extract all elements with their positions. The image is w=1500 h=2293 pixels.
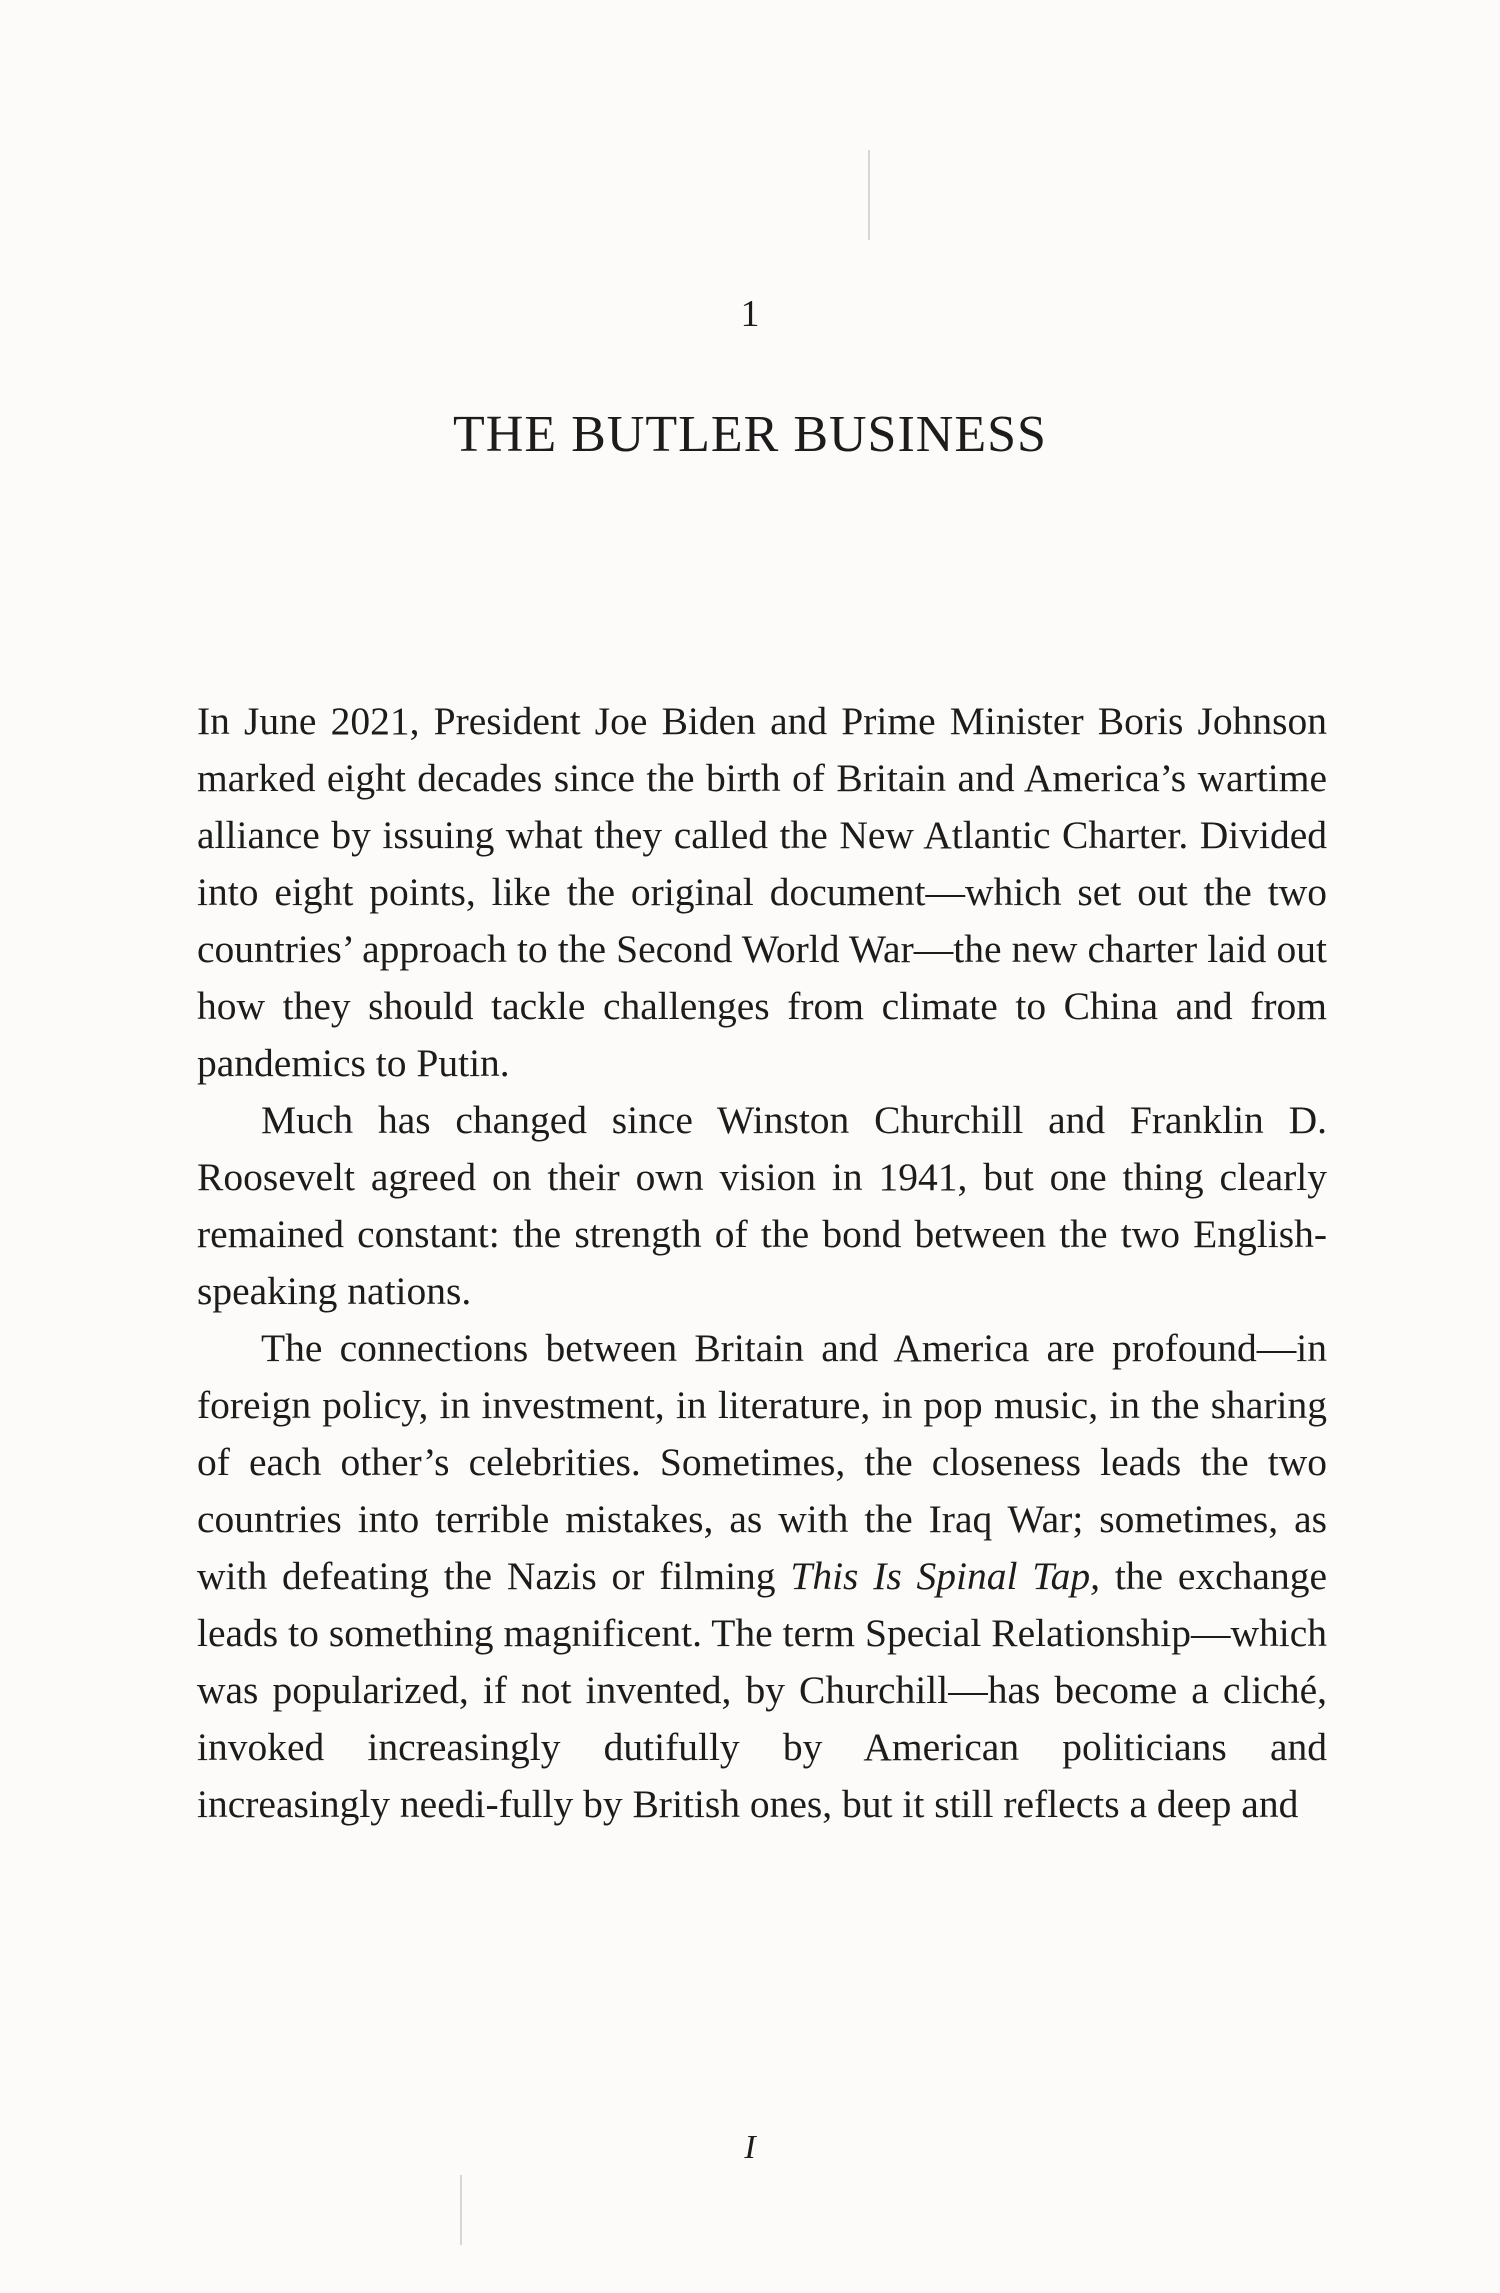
chapter-number: 1 [740,293,760,335]
paragraph-3-text-after: the exchange leads to something magnificent. The term Special Relationship—which was popularized, if not invented, by Churchill—has become a cliché, invoked increasingly dutifully by American politicians and increasingly needi-fully by British ones, but it still reflects a deep and [197,1554,1327,1826]
page-number: I [744,2129,756,2166]
paragraph-2: Much has changed since Winston Churchill and Franklin D. Roosevelt agreed on their own vision in 1941, but one thing clearly remained constant: the strength of the bond between the two English-speaking nations. [197,1098,1327,1313]
film-title-italic: This Is Spinal Tap, [790,1554,1101,1598]
paragraph-3-text-before: The connections between Britain and America are profound—in foreign policy, in investment, in literature, in pop music, in the sharing of each other’s celebrities. Sometimes, the closeness leads the two countries into terrible mistakes, as with the Iraq War; sometimes, as with defeating the Nazis or filming [197,1326,1327,1598]
scan-artifact-line [868,150,870,240]
chapter-title: THE BUTLER BUSINESS [453,406,1047,463]
scan-artifact-line [460,2175,462,2245]
paragraph-3 [197,1320,1327,1833]
paragraph-1: In June 2021, President Joe Biden and Prime Minister Boris Johnson marked eight decades since the birth of Britain and America’s wartime alliance by issuing what they called the New Atlantic Charter. Divided into eight points, like the original document—which set out the two countries’ approach to the Second World War—the new charter laid out how they should tackle challenges from climate to China and from pandemics to Putin. [197,699,1327,1085]
body-text [197,693,1327,1833]
